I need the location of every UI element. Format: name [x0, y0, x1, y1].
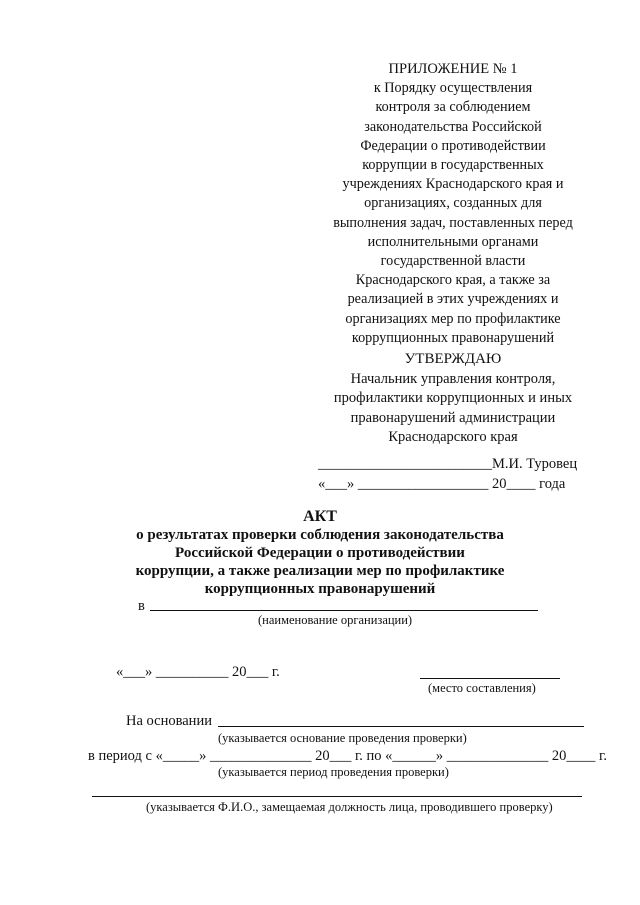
approval-date-line: «___» __________________ 20____ года: [318, 476, 566, 492]
approval-signature-line: ________________________М.И. Туровец: [318, 456, 578, 472]
approval-block: [318, 350, 588, 448]
appendix-line: учреждениях Краснодарского края и: [342, 176, 564, 193]
period-caption: (указывается период проведения проверки): [218, 765, 449, 779]
appendix-line: Федерации о противодействии: [360, 137, 546, 154]
appendix-line: коррупционных правонарушений: [351, 329, 555, 346]
appendix-block: [320, 60, 586, 348]
appendix-line: исполнительными органами: [367, 233, 539, 250]
approval-title: УТВЕРЖДАЮ: [404, 351, 502, 367]
act-subtitle-line: о результатах проверки соблюдения законодательства: [136, 527, 504, 543]
approval-line: Краснодарского края: [388, 429, 518, 445]
act-date-line: «___» __________ 20___ г.: [116, 664, 280, 680]
appendix-line: выполнения задач, поставленных перед: [333, 214, 573, 231]
appendix-line: реализацией в этих учреждениях и: [347, 291, 559, 308]
org-name-field[interactable]: [150, 610, 538, 611]
appendix-line: коррупции в государственных: [362, 157, 544, 174]
org-prefix: в: [138, 598, 145, 614]
act-subtitle-line: коррупционных правонарушений: [204, 581, 436, 597]
approval-line: профилактики коррупционных и иных: [333, 390, 573, 406]
act-subtitle-line: коррупции, а также реализации мер по профилактике: [135, 563, 505, 579]
appendix-line: организациях, созданных для: [364, 195, 542, 212]
inspector-caption: (указывается Ф.И.О., замещаемая должность лица, проводившего проверку): [146, 800, 553, 814]
org-caption: (наименование организации): [258, 613, 413, 627]
appendix-line: Краснодарского края, а также за: [355, 272, 551, 289]
act-title-block: [100, 508, 540, 598]
basis-field[interactable]: [218, 726, 584, 727]
appendix-line: к Порядку осуществления: [373, 80, 533, 97]
approval-line: Начальник управления контроля,: [350, 370, 556, 387]
appendix-line: контроля за соблюдением: [375, 99, 531, 116]
appendix-line: государственной власти: [380, 253, 526, 270]
inspector-field[interactable]: [92, 796, 582, 797]
basis-caption: (указывается основание проведения проверки): [218, 731, 467, 745]
place-field[interactable]: [420, 678, 560, 679]
period-line: в период с «_____» ______________ 20___ г. по «______» ______________ 20____ г.: [88, 748, 607, 764]
approval-line: правонарушений администрации: [350, 409, 556, 426]
appendix-title: ПРИЛОЖЕНИЕ № 1: [388, 61, 518, 77]
act-title: АКТ: [303, 508, 337, 525]
appendix-line: законодательства Российской: [364, 118, 542, 135]
place-caption: (место составления): [428, 681, 536, 695]
basis-label: На основании: [126, 713, 212, 729]
act-subtitle-line: Российской Федерации о противодействии: [175, 545, 465, 561]
appendix-line: организациях мер по профилактике: [345, 310, 561, 327]
